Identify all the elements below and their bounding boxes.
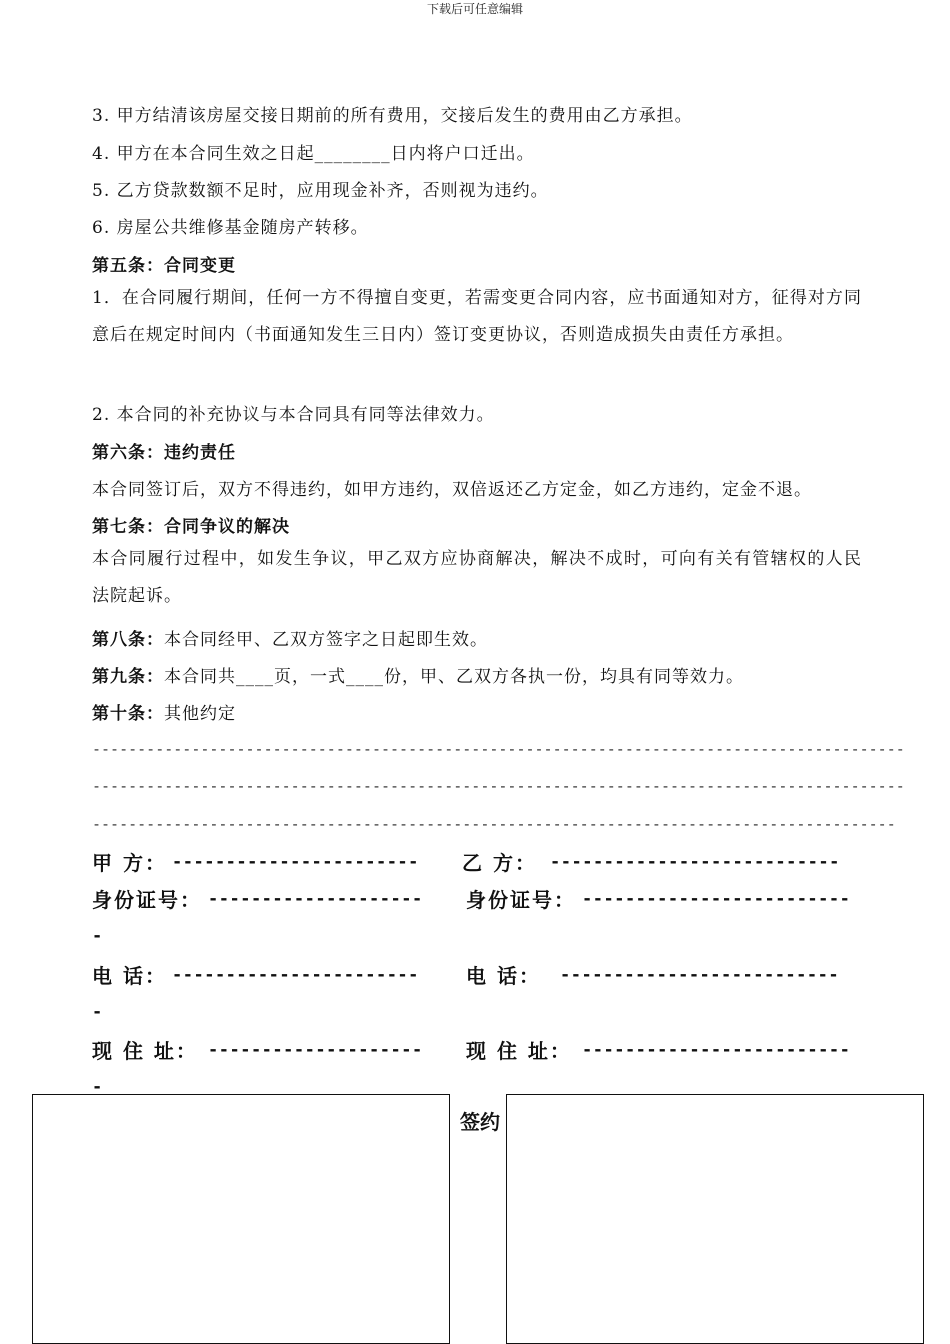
address-label-right: 现 住 址：: [466, 1039, 572, 1063]
phone-label-right: 电 话：: [466, 964, 541, 988]
article-9-label: 第九条：: [92, 667, 164, 687]
party-b-blank: ---------------------------: [550, 852, 840, 872]
article-10: [92, 699, 236, 724]
party-a-label: 甲 方：: [92, 851, 167, 875]
article-7-title: 第七条：合同争议的解决: [92, 517, 290, 537]
clause-item-3: 3. 甲方结清该房屋交接日期前的所有费用，交接后发生的费用由乙方承担。: [92, 106, 693, 126]
article-10-text: 其他约定: [164, 704, 236, 724]
article-9-text: 本合同共____页，一式____份，甲、乙双方各执一份，均具有同等效力。: [164, 667, 744, 687]
blank-line-1: ------------------------------------------------------------------------------------------: [92, 740, 905, 758]
blank-line-3: -----------------------------------------------------------------------------------------: [92, 815, 896, 833]
id-number-blank-right: -------------------------: [582, 889, 851, 909]
party-b-label: 乙 方：: [462, 851, 537, 875]
clause-item-6: 6. 房屋公共维修基金随房产转移。: [92, 218, 369, 238]
phone-blank-left: -----------------------: [172, 965, 419, 985]
clause-item-4: 4. 甲方在本合同生效之日起________日内将户口迁出。: [92, 144, 535, 164]
phone-label-left: 电 话：: [92, 964, 167, 988]
signing-label: 签约: [460, 1110, 500, 1134]
article-7-paragraph: 本合同履行过程中，如发生争议，甲乙双方应协商解决，解决不成时，可向有关有管辖权的人民法院起诉。: [92, 549, 862, 606]
signature-box-right: [506, 1094, 924, 1344]
article-6-title: 第六条：违约责任: [92, 443, 236, 463]
id-number-label-right: 身份证号：: [466, 888, 576, 912]
article-8-text: 本合同经甲、乙双方签字之日起即生效。: [164, 630, 488, 650]
address-label-left: 现 住 址：: [92, 1039, 198, 1063]
article-6-paragraph: 本合同签订后，双方不得违约，如甲方违约，双倍返还乙方定金，如乙方违约，定金不退。: [92, 480, 812, 500]
phone-blank-right: --------------------------: [560, 965, 840, 985]
article-5-paragraph-1: 1．在合同履行期间，任何一方不得擅自变更，若需变更合同内容，应书面通知对方，征得对方同意后在规定时间内（书面通知发生三日内）签订变更协议，否则造成损失由责任方承担。: [92, 288, 862, 345]
phone-wrap-dash: -: [92, 1002, 103, 1022]
clause-item-5: 5. 乙方贷款数额不足时，应用现金补齐，否则视为违约。: [92, 181, 549, 201]
id-number-label-left: 身份证号：: [92, 888, 202, 912]
address-blank-left: --------------------: [208, 1040, 423, 1060]
article-5-title: 第五条：合同变更: [92, 256, 236, 276]
party-a-blank: -----------------------: [172, 852, 419, 872]
article-5-paragraph-2: 2. 本合同的补充协议与本合同具有同等法律效力。: [92, 405, 495, 425]
article-8-label: 第八条：: [92, 630, 164, 650]
blank-line-2: ------------------------------------------------------------------------------------------: [92, 777, 905, 795]
signature-box-left: [32, 1094, 450, 1344]
id-number-wrap-dash: -: [92, 926, 103, 946]
article-9: [92, 662, 744, 687]
id-number-blank-left: --------------------: [208, 889, 423, 909]
page-header: 下载后可任意编辑: [426, 2, 523, 16]
address-blank-right: -------------------------: [582, 1040, 851, 1060]
address-wrap-dash: -: [92, 1077, 103, 1097]
article-10-label: 第十条：: [92, 704, 164, 724]
article-8: [92, 625, 488, 650]
